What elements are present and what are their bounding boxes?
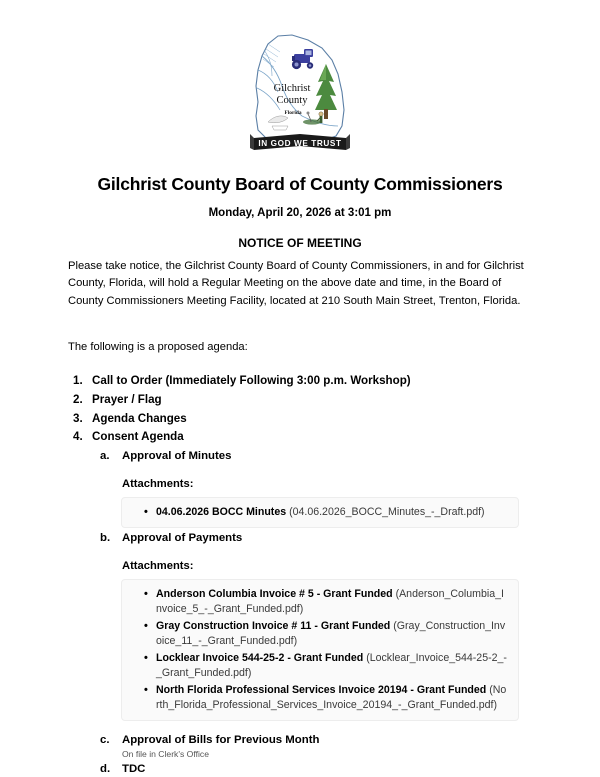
agenda-item-number: 1.: [73, 374, 83, 388]
attachments-label: Attachments:: [122, 559, 194, 572]
bullet-icon: •: [144, 587, 148, 600]
bullet-icon: •: [144, 651, 148, 664]
attachment-filename: (Locklear_Invoice_544-25-2_-_Grant_Funded.pdf): [156, 651, 507, 679]
agenda-item-number: 3.: [73, 411, 83, 425]
consent-item-label: Approval of Bills for Previous Month: [122, 734, 320, 747]
agenda-item-label: Consent Agenda: [92, 430, 184, 444]
attachment-filename: (North_Florida_Professional_Services_Invoice_20194_-_Grant_Funded.pdf): [156, 684, 507, 712]
agenda-item-agenda-changes: [68, 411, 532, 428]
attachments-box-payments: [121, 579, 519, 721]
gilchrist-county-seal-icon: [248, 30, 352, 162]
consent-item-approval-of-bills: [92, 732, 532, 760]
agenda-list: [68, 373, 532, 777]
seal-county-line1: Gilchrist: [273, 83, 311, 94]
bullet-icon: •: [144, 684, 148, 697]
seal-motto: IN GOD WE TRUST: [258, 139, 342, 148]
attachment-title: Gray Construction Invoice # 11 - Grant Funded: [156, 619, 391, 632]
seal-container: [68, 0, 532, 162]
notice-heading: NOTICE OF MEETING: [238, 236, 362, 250]
bullet-icon: •: [144, 506, 148, 519]
attachment-list-item[interactable]: [144, 505, 508, 520]
agenda-item-label: Prayer / Flag: [92, 392, 162, 406]
agenda-item-prayer-flag: [68, 392, 532, 409]
consent-item-label: Approval of Minutes: [122, 450, 232, 463]
consent-item-approval-of-minutes: [92, 448, 532, 528]
attachment-filename: (04.06.2026_BOCC_Minutes_-_Draft.pdf): [289, 506, 485, 519]
bullet-icon: •: [144, 619, 148, 632]
consent-item-label: Approval of Payments: [122, 532, 243, 545]
consent-item-letter: b.: [100, 532, 111, 545]
agenda-item-call-to-order: [68, 373, 532, 390]
agenda-item-number: 4.: [73, 430, 83, 444]
consent-item-approval-of-payments: [92, 530, 532, 721]
consent-item-letter: d.: [100, 762, 111, 775]
attachments-label: Attachments:: [122, 477, 194, 490]
attachment-list: [126, 505, 508, 520]
attachment-list: [126, 587, 508, 713]
meeting-datetime: Monday, April 20, 2026 at 3:01 pm: [208, 207, 392, 219]
attachment-title: North Florida Professional Services Invoice 20194 - Grant Funded: [156, 684, 487, 697]
agenda-item-label: Call to Order (Immediately Following 3:00 p.m. Workshop): [92, 374, 411, 388]
agenda-item-consent-agenda: [68, 429, 532, 777]
agenda-item-label: Agenda Changes: [92, 411, 187, 425]
consent-item-note: On file in Clerk's Office: [122, 748, 209, 759]
page-title: Gilchrist County Board of County Commissioners: [97, 174, 503, 194]
attachment-list-item[interactable]: [144, 587, 508, 617]
consent-item-letter: a.: [100, 450, 110, 463]
attachment-title: Locklear Invoice 544-25-2 - Grant Funded: [156, 651, 364, 664]
attachment-list-item[interactable]: [144, 683, 508, 713]
proposed-agenda-line: The following is a proposed agenda:: [68, 341, 248, 354]
attachment-title: 04.06.2026 BOCC Minutes: [156, 506, 287, 519]
attachment-filename: (Gray_Construction_Invoice_11_-_Grant_Funded.pdf): [156, 619, 506, 647]
consent-item-letter: c.: [100, 734, 110, 747]
agenda-item-number: 2.: [73, 392, 83, 406]
attachment-filename: (Anderson_Columbia_Invoice_5_-_Grant_Funded.pdf): [156, 587, 504, 615]
seal-county-line2: County: [276, 95, 308, 106]
attachment-list-item[interactable]: [144, 651, 508, 681]
consent-item-tdc: [92, 761, 532, 777]
attachments-box-minutes: [121, 497, 519, 528]
seal-state: Florida: [284, 110, 302, 116]
notice-paragraph: Please take notice, the Gilchrist County Board of County Commissioners, in and for Gilchrist County, Florida, will hold a Regular Meeting on the above date and time, in the Board of County Commissioners Meeting Facility, located at 210 South Main Street, Trenton, Florida.: [68, 260, 524, 307]
consent-agenda-sublist: [92, 448, 532, 777]
attachment-title: Anderson Columbia Invoice # 5 - Grant Funded: [156, 587, 393, 600]
consent-item-label: TDC: [122, 762, 146, 775]
attachment-list-item[interactable]: [144, 619, 508, 649]
